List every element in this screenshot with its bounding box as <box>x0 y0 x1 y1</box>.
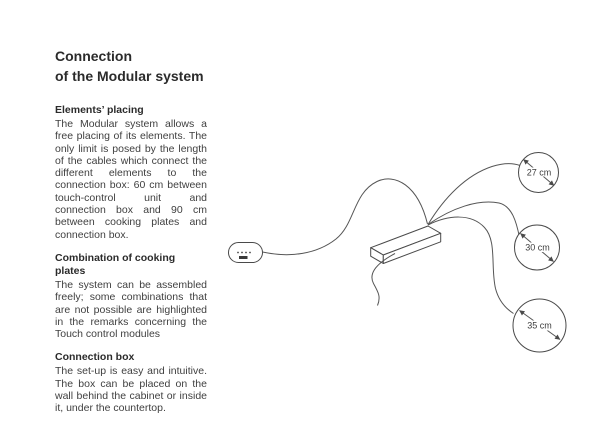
circle-label: 30 cm <box>525 242 550 253</box>
cable-box-to-circle-27 <box>428 164 520 225</box>
page-title-line2: of the Modular system <box>55 68 204 84</box>
circle-label: 35 cm <box>527 320 552 331</box>
circle-label: 27 cm <box>526 167 552 178</box>
cables <box>263 164 521 314</box>
cable-box-to-circle-35 <box>428 217 514 313</box>
measurement-circle-35cm <box>513 299 566 352</box>
measurement-circle-30cm <box>515 225 560 270</box>
touch-control-unit <box>229 243 263 263</box>
section-heading: Elements’ placing <box>55 104 144 116</box>
measurement-circle-27cm <box>519 153 559 193</box>
page-title-line1: Connection <box>55 48 132 64</box>
section-heading: Combination of cooking plates <box>55 251 176 277</box>
section-body: The set-up is easy and intuitive. The box can be placed on the wall behind the cabinet or inside it, under the countertop. <box>55 365 207 415</box>
connection-box <box>371 226 441 264</box>
touch-control-mark <box>239 256 248 259</box>
section-body: The Modular system allows a free placing of its elements. The only limit is posed by the length of the cables which connect the different elements to the connection box: 60 cm between touch-control unit and connection box and 90 cm between cooking plates and connection box. <box>55 118 207 241</box>
section-body: The system can be assembled freely; some combinations that are not possible are highlighted in the remarks concerning the Touch control modules <box>55 278 207 341</box>
section-heading: Connection box <box>55 351 135 364</box>
